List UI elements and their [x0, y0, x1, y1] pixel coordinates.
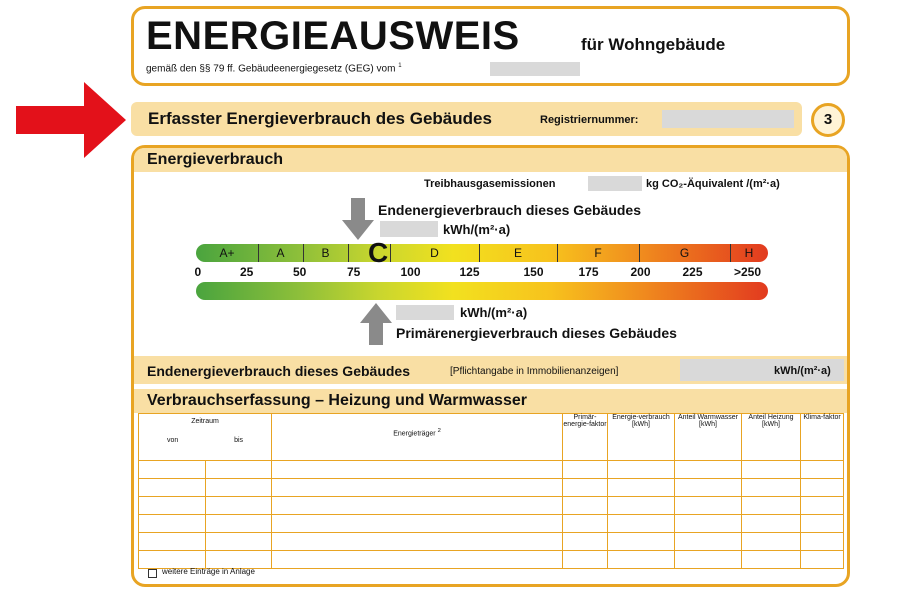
table-cell[interactable]: [205, 479, 272, 497]
registration-label: Registriernummer:: [540, 114, 639, 126]
primary-energy-unit: kWh/(m²·a): [460, 305, 528, 320]
table-cell[interactable]: [742, 551, 801, 569]
final-energy-row-label: Endenergieverbrauch dieses Gebäudes: [147, 363, 410, 379]
tick-label: 150: [523, 265, 544, 279]
tick-label: 100: [400, 265, 421, 279]
table-cell[interactable]: [272, 497, 563, 515]
table-cell[interactable]: [801, 479, 844, 497]
table-cell[interactable]: [742, 515, 801, 533]
tick-label: 75: [347, 265, 361, 279]
table-cell[interactable]: [563, 533, 608, 551]
table-cell[interactable]: [563, 461, 608, 479]
class-e: E: [513, 246, 522, 260]
class-separator: [479, 244, 480, 262]
energy-section-title: Energieverbrauch: [147, 151, 284, 168]
document-subtitle: für Wohngebäude: [581, 35, 726, 54]
final-energy-label: Endenergieverbrauch dieses Gebäudes: [378, 202, 641, 218]
table-cell[interactable]: [139, 551, 206, 569]
class-d: D: [430, 246, 439, 260]
table-cell[interactable]: [139, 515, 206, 533]
table-cell[interactable]: [608, 497, 675, 515]
carrier-header: Energieträger $^2$: [272, 414, 563, 461]
class-h: H: [744, 246, 754, 260]
table-cell[interactable]: [608, 461, 675, 479]
table-row: [139, 461, 844, 479]
tick-label: 0: [194, 265, 202, 279]
climate-header: Klima-faktor: [801, 414, 844, 461]
table-cell[interactable]: [675, 533, 742, 551]
table-cell[interactable]: [563, 551, 608, 569]
table-cell[interactable]: [608, 533, 675, 551]
table-cell[interactable]: [801, 533, 844, 551]
page-number-badge: 3: [811, 103, 845, 137]
table-cell[interactable]: [272, 461, 563, 479]
primary-energy-label: Primärenergieverbrauch dieses Gebäudes: [396, 325, 677, 341]
consumption-header: Energie-verbrauch [kWh]: [608, 414, 675, 461]
table-cell[interactable]: [742, 497, 801, 515]
table-cell[interactable]: [675, 461, 742, 479]
table-cell[interactable]: [272, 479, 563, 497]
table-cell[interactable]: [742, 479, 801, 497]
emissions-label: Treibhausgasemissionen: [424, 178, 556, 190]
tick-label: 50: [293, 265, 307, 279]
final-energy-row-unit: kWh/(m²·a): [774, 365, 831, 377]
date-field[interactable]: [490, 62, 580, 76]
class-a: A: [276, 246, 285, 260]
emissions-field[interactable]: [588, 176, 642, 191]
emissions-unit: kg CO₂-Äquivalent /(m²·a): [646, 178, 780, 190]
tick-label: 225: [682, 265, 703, 279]
class-aplus: A+: [219, 246, 235, 260]
document-title: ENERGIEAUSWEIS: [146, 14, 520, 58]
table-cell[interactable]: [205, 533, 272, 551]
table-cell[interactable]: [675, 551, 742, 569]
tick-label: 125: [459, 265, 480, 279]
class-separator: [557, 244, 558, 262]
more-entries-checkbox[interactable]: [148, 569, 157, 578]
registration-field[interactable]: [662, 110, 794, 128]
class-separator: [258, 244, 259, 262]
primary-energy-field[interactable]: [396, 305, 454, 320]
table-cell[interactable]: [139, 479, 206, 497]
consumption-title: Verbrauchserfassung – Heizung und Warmwasser: [147, 392, 527, 409]
table-cell[interactable]: [205, 461, 272, 479]
tick-label: 175: [578, 265, 599, 279]
tick-label: 200: [630, 265, 651, 279]
table-cell[interactable]: [272, 533, 563, 551]
table-cell[interactable]: [563, 479, 608, 497]
table-cell[interactable]: [139, 461, 206, 479]
final-energy-row-note: [Pflichtangabe in Immobilienanzeigen]: [450, 366, 619, 377]
table-cell[interactable]: [675, 515, 742, 533]
table-cell[interactable]: [608, 515, 675, 533]
down-arrow-icon: [342, 198, 374, 240]
table-cell[interactable]: [608, 479, 675, 497]
red-arrow-icon: [16, 82, 126, 158]
table-cell[interactable]: [608, 551, 675, 569]
more-entries-label: weitere Einträge in Anlage: [162, 567, 255, 576]
tick-label: 25: [240, 265, 254, 279]
table-cell[interactable]: [205, 497, 272, 515]
tick-label: >250: [734, 265, 762, 279]
hot-water-header: Anteil Warmwasser [kWh]: [675, 414, 742, 461]
class-separator: [303, 244, 304, 262]
table-cell[interactable]: [139, 533, 206, 551]
heating-header: Anteil Heizung [kWh]: [742, 414, 801, 461]
table-row: [139, 515, 844, 533]
table-cell[interactable]: [563, 515, 608, 533]
section-title: Erfasster Energieverbrauch des Gebäudes: [148, 109, 492, 128]
period-header: Zeitraum von bis: [139, 414, 272, 461]
table-row: [139, 551, 844, 569]
table-cell[interactable]: [801, 551, 844, 569]
class-g: G: [679, 246, 690, 260]
table-cell[interactable]: [272, 515, 563, 533]
table-row: [139, 479, 844, 497]
table-cell[interactable]: [742, 533, 801, 551]
table-row: [139, 533, 844, 551]
table-cell[interactable]: [801, 461, 844, 479]
table-cell[interactable]: [675, 497, 742, 515]
class-separator: [348, 244, 349, 262]
table-row: [139, 497, 844, 515]
table-cell[interactable]: [742, 461, 801, 479]
table-cell[interactable]: [801, 515, 844, 533]
table-cell[interactable]: [563, 497, 608, 515]
class-separator: [639, 244, 640, 262]
primary-factor-header: Primär-energie-faktor: [563, 414, 608, 461]
table-cell[interactable]: [801, 497, 844, 515]
final-energy-field[interactable]: [380, 221, 438, 237]
class-separator: [390, 244, 391, 262]
table-cell[interactable]: [205, 551, 272, 569]
table-cell[interactable]: [205, 515, 272, 533]
efficiency-gradient: [196, 282, 768, 300]
consumption-table: [138, 413, 844, 569]
table-cell[interactable]: [139, 497, 206, 515]
table-cell[interactable]: [675, 479, 742, 497]
class-b: B: [321, 246, 330, 260]
current-class: C: [368, 237, 389, 268]
up-arrow-icon: [360, 303, 392, 345]
law-reference: gemäß den §§ 79 ff. Gebäudeenergiegesetz (GEG) vom $^1$: [146, 63, 402, 75]
final-energy-unit: kWh/(m²·a): [443, 222, 511, 237]
class-separator: [730, 244, 731, 262]
class-f: F: [594, 246, 602, 260]
table-cell[interactable]: [272, 551, 563, 569]
